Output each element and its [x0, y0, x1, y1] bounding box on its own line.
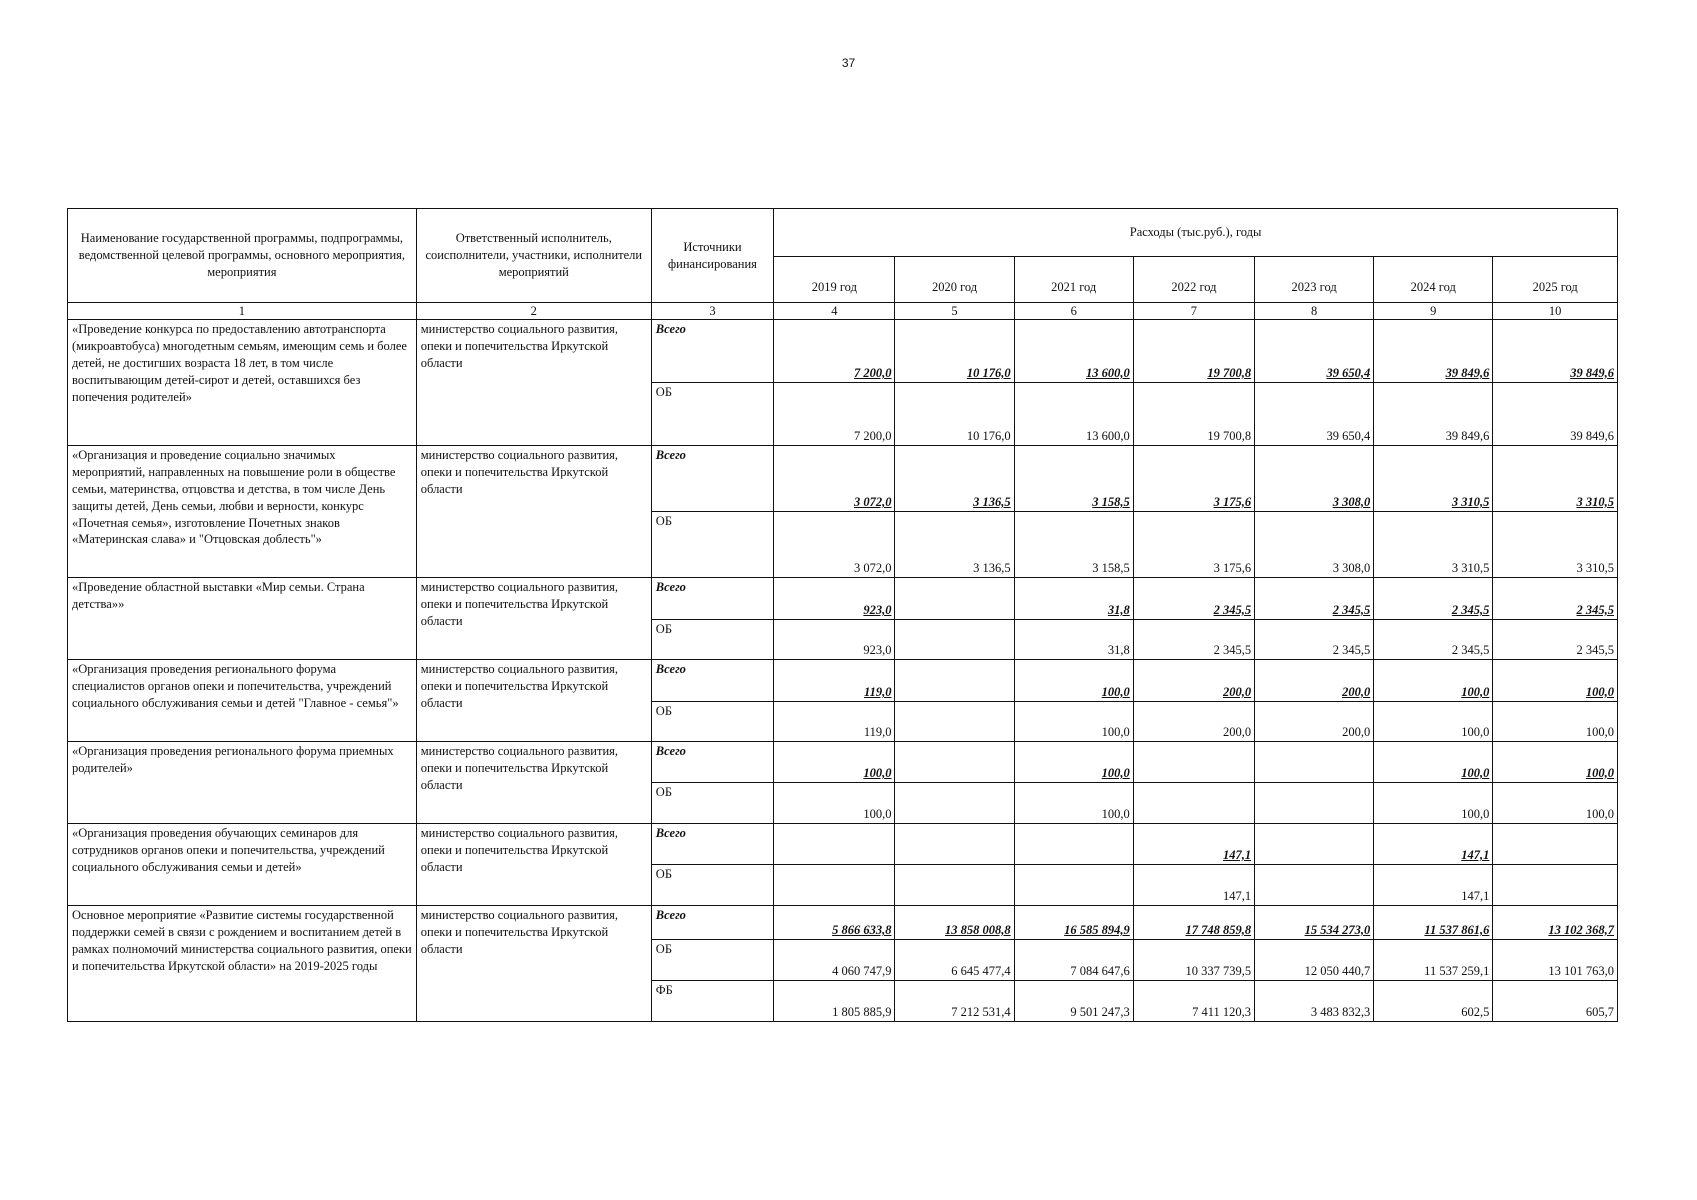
amount-cell: 3 175,6	[1133, 446, 1254, 512]
amount-cell	[1133, 742, 1254, 783]
funding-source: ОБ	[651, 783, 773, 824]
amount-cell	[1014, 865, 1133, 906]
amount-cell: 19 700,8	[1133, 320, 1254, 383]
amount-cell: 100,0	[1374, 742, 1493, 783]
amount-cell: 2 345,5	[1133, 578, 1254, 620]
activity-name: «Организация и проведение социально значимых мероприятий, направленных на повышение роли в обществе семьи, материнства, отцовства и детства, в том числе День защиты детей, День семьи, любви и верности, конкурс «Почетная семья», изготовление Почетных знаков «Материнская слава» и "Отцовская доблесть"»	[68, 446, 417, 578]
amount-cell: 3 158,5	[1014, 446, 1133, 512]
amount-cell	[895, 660, 1014, 702]
column-numbers-row	[68, 303, 1618, 320]
amount-cell	[1133, 783, 1254, 824]
amount-cell: 100,0	[1493, 742, 1618, 783]
column-number: 6	[1014, 303, 1133, 320]
column-number: 9	[1374, 303, 1493, 320]
amount-cell: 602,5	[1374, 981, 1493, 1022]
funding-source: Всего	[651, 742, 773, 783]
funding-source: ОБ	[651, 940, 773, 981]
amount-cell	[1493, 824, 1618, 865]
amount-cell: 3 158,5	[1014, 512, 1133, 578]
column-number: 3	[651, 303, 773, 320]
funding-source: ОБ	[651, 865, 773, 906]
table-row	[68, 906, 1618, 940]
amount-cell: 16 585 894,9	[1014, 906, 1133, 940]
executor-name: министерство социального развития, опеки и попечительства Иркутской области	[416, 446, 651, 578]
amount-cell	[774, 865, 895, 906]
header-year: 2025 год	[1493, 257, 1618, 303]
amount-cell: 2 345,5	[1493, 620, 1618, 660]
amount-cell: 2 345,5	[1374, 578, 1493, 620]
executor-name: министерство социального развития, опеки и попечительства Иркутской области	[416, 824, 651, 906]
amount-cell: 3 310,5	[1493, 512, 1618, 578]
amount-cell: 100,0	[1493, 702, 1618, 742]
amount-cell: 119,0	[774, 660, 895, 702]
amount-cell: 3 175,6	[1133, 512, 1254, 578]
table-row	[68, 742, 1618, 783]
amount-cell: 13 600,0	[1014, 320, 1133, 383]
amount-cell: 119,0	[774, 702, 895, 742]
funding-source: Всего	[651, 660, 773, 702]
header-year: 2024 год	[1374, 257, 1493, 303]
amount-cell	[1255, 742, 1374, 783]
activity-name: Основное мероприятие «Развитие системы государственной поддержки семей в связи с рождением и воспитанием детей в рамках полномочий министерства социального развития, опеки и попечительства Иркутской области» на 2019-2025 годы	[68, 906, 417, 1022]
amount-cell	[895, 702, 1014, 742]
executor-name: министерство социального развития, опеки и попечительства Иркутской области	[416, 320, 651, 446]
amount-cell: 10 176,0	[895, 383, 1014, 446]
amount-cell: 5 866 633,8	[774, 906, 895, 940]
amount-cell: 200,0	[1255, 702, 1374, 742]
amount-cell	[895, 865, 1014, 906]
column-number: 5	[895, 303, 1014, 320]
amount-cell: 923,0	[774, 578, 895, 620]
header-year: 2020 год	[895, 257, 1014, 303]
executor-name: министерство социального развития, опеки и попечительства Иркутской области	[416, 660, 651, 742]
amount-cell: 39 849,6	[1493, 320, 1618, 383]
amount-cell: 147,1	[1374, 865, 1493, 906]
amount-cell: 13 858 008,8	[895, 906, 1014, 940]
amount-cell: 100,0	[1014, 702, 1133, 742]
header-name-column: Наименование государственной программы, подпрограммы, ведомственной целевой программы, основного мероприятия, мероприятия	[68, 209, 417, 303]
column-number: 4	[774, 303, 895, 320]
funding-source: Всего	[651, 906, 773, 940]
amount-cell: 2 345,5	[1255, 578, 1374, 620]
amount-cell: 31,8	[1014, 578, 1133, 620]
amount-cell: 7 200,0	[774, 320, 895, 383]
activity-name: «Организация проведения обучающих семинаров для сотрудников органов опеки и попечительства, учреждений социального обслуживания семьи и детей»	[68, 824, 417, 906]
amount-cell: 100,0	[774, 783, 895, 824]
funding-source: ФБ	[651, 981, 773, 1022]
executor-name: министерство социального развития, опеки и попечительства Иркутской области	[416, 742, 651, 824]
activity-name: «Проведение конкурса по предоставлению автотранспорта (микроавтобуса) многодетным семьям, имеющим семь и более детей, не достигших возраста 18 лет, в том числе воспитывающим детей-сирот и детей, оставшихся без попечения родителей»	[68, 320, 417, 446]
table-body	[68, 320, 1618, 1022]
amount-cell: 3 310,5	[1493, 446, 1618, 512]
amount-cell: 17 748 859,8	[1133, 906, 1254, 940]
amount-cell: 39 849,6	[1493, 383, 1618, 446]
amount-cell: 9 501 247,3	[1014, 981, 1133, 1022]
table-row	[68, 824, 1618, 865]
page-number: 37	[841, 56, 856, 70]
amount-cell: 200,0	[1133, 702, 1254, 742]
amount-cell: 2 345,5	[1133, 620, 1254, 660]
amount-cell: 100,0	[774, 742, 895, 783]
amount-cell: 3 308,0	[1255, 512, 1374, 578]
funding-source: ОБ	[651, 702, 773, 742]
amount-cell: 4 060 747,9	[774, 940, 895, 981]
header-year: 2019 год	[774, 257, 895, 303]
column-number: 10	[1493, 303, 1618, 320]
amount-cell	[774, 824, 895, 865]
header-executor-column: Ответственный исполнитель, соисполнители, участники, исполнители мероприятий	[416, 209, 651, 303]
amount-cell: 11 537 259,1	[1374, 940, 1493, 981]
header-year: 2022 год	[1133, 257, 1254, 303]
funding-source: Всего	[651, 578, 773, 620]
amount-cell: 10 337 739,5	[1133, 940, 1254, 981]
amount-cell: 7 084 647,6	[1014, 940, 1133, 981]
amount-cell: 100,0	[1493, 660, 1618, 702]
amount-cell: 11 537 861,6	[1374, 906, 1493, 940]
amount-cell: 12 050 440,7	[1255, 940, 1374, 981]
amount-cell: 15 534 273,0	[1255, 906, 1374, 940]
amount-cell: 100,0	[1493, 783, 1618, 824]
executor-name: министерство социального развития, опеки и попечительства Иркутской области	[416, 906, 651, 1022]
column-number: 1	[68, 303, 417, 320]
amount-cell: 39 849,6	[1374, 383, 1493, 446]
amount-cell: 3 483 832,3	[1255, 981, 1374, 1022]
table-row	[68, 320, 1618, 383]
amount-cell: 3 310,5	[1374, 446, 1493, 512]
header-source-column: Источники финансирования	[651, 209, 773, 303]
amount-cell: 13 600,0	[1014, 383, 1133, 446]
activity-name: «Организация проведения регионального форума приемных родителей»	[68, 742, 417, 824]
amount-cell: 923,0	[774, 620, 895, 660]
amount-cell: 13 102 368,7	[1493, 906, 1618, 940]
amount-cell	[895, 578, 1014, 620]
funding-source: ОБ	[651, 512, 773, 578]
amount-cell	[895, 824, 1014, 865]
amount-cell	[1255, 824, 1374, 865]
amount-cell	[1255, 783, 1374, 824]
funding-source: Всего	[651, 320, 773, 383]
amount-cell: 200,0	[1133, 660, 1254, 702]
amount-cell: 147,1	[1374, 824, 1493, 865]
amount-cell: 6 645 477,4	[895, 940, 1014, 981]
amount-cell: 100,0	[1374, 702, 1493, 742]
table-row	[68, 660, 1618, 702]
activity-name: «Организация проведения регионального форума специалистов органов опеки и попечительства, учреждений социального обслуживания семьи и детей "Главное - семья"»	[68, 660, 417, 742]
table-row	[68, 578, 1618, 620]
amount-cell: 100,0	[1014, 660, 1133, 702]
amount-cell: 39 650,4	[1255, 320, 1374, 383]
amount-cell: 10 176,0	[895, 320, 1014, 383]
amount-cell: 147,1	[1133, 865, 1254, 906]
header-year: 2021 год	[1014, 257, 1133, 303]
amount-cell: 3 072,0	[774, 446, 895, 512]
table-row	[68, 446, 1618, 512]
amount-cell: 147,1	[1133, 824, 1254, 865]
amount-cell: 100,0	[1374, 783, 1493, 824]
amount-cell: 2 345,5	[1255, 620, 1374, 660]
funding-source: ОБ	[651, 383, 773, 446]
activity-name: «Проведение областной выставки «Мир семьи. Страна детства»»	[68, 578, 417, 660]
amount-cell	[895, 742, 1014, 783]
amount-cell: 100,0	[1014, 783, 1133, 824]
amount-cell: 7 411 120,3	[1133, 981, 1254, 1022]
column-number: 7	[1133, 303, 1254, 320]
amount-cell: 13 101 763,0	[1493, 940, 1618, 981]
amount-cell: 3 136,5	[895, 512, 1014, 578]
amount-cell: 3 310,5	[1374, 512, 1493, 578]
amount-cell	[1014, 824, 1133, 865]
amount-cell: 39 650,4	[1255, 383, 1374, 446]
header-year: 2023 год	[1255, 257, 1374, 303]
executor-name: министерство социального развития, опеки и попечительства Иркутской области	[416, 578, 651, 660]
amount-cell: 31,8	[1014, 620, 1133, 660]
column-number: 8	[1255, 303, 1374, 320]
amount-cell: 100,0	[1374, 660, 1493, 702]
amount-cell	[1255, 865, 1374, 906]
amount-cell: 19 700,8	[1133, 383, 1254, 446]
amount-cell: 3 136,5	[895, 446, 1014, 512]
funding-source: ОБ	[651, 620, 773, 660]
amount-cell: 2 345,5	[1374, 620, 1493, 660]
funding-source: Всего	[651, 446, 773, 512]
amount-cell: 3 308,0	[1255, 446, 1374, 512]
amount-cell	[1493, 865, 1618, 906]
column-number: 2	[416, 303, 651, 320]
amount-cell: 1 805 885,9	[774, 981, 895, 1022]
amount-cell: 7 200,0	[774, 383, 895, 446]
amount-cell: 200,0	[1255, 660, 1374, 702]
amount-cell: 3 072,0	[774, 512, 895, 578]
amount-cell: 39 849,6	[1374, 320, 1493, 383]
amount-cell: 605,7	[1493, 981, 1618, 1022]
amount-cell	[895, 783, 1014, 824]
amount-cell: 100,0	[1014, 742, 1133, 783]
amount-cell	[895, 620, 1014, 660]
budget-table	[67, 208, 1618, 1022]
amount-cell: 7 212 531,4	[895, 981, 1014, 1022]
header-expenses: Расходы (тыс.руб.), годы	[774, 209, 1618, 257]
funding-source: Всего	[651, 824, 773, 865]
amount-cell: 2 345,5	[1493, 578, 1618, 620]
